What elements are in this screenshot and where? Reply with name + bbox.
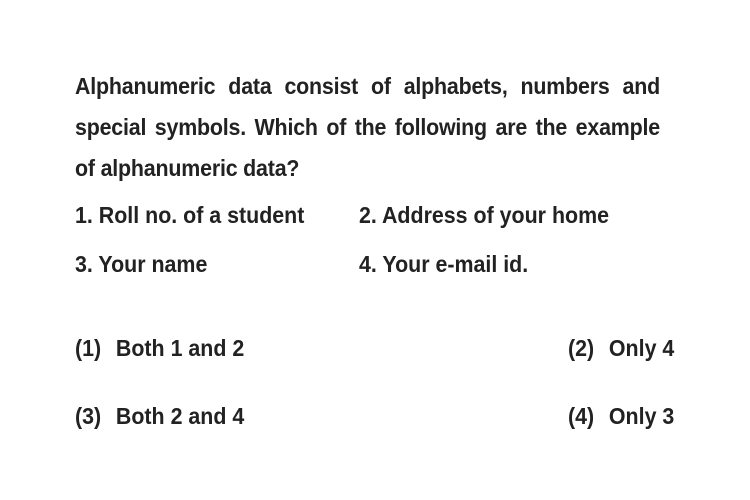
- option-number: (2): [568, 335, 595, 361]
- statement-2: 2. Address of your home: [359, 202, 609, 228]
- option-text: Both 1 and 2: [115, 335, 245, 361]
- option-4[interactable]: [568, 401, 674, 431]
- option-text: Only 4: [608, 335, 675, 361]
- statement-3: 3. Your name: [75, 251, 208, 277]
- option-3[interactable]: [75, 401, 244, 431]
- option-number: (1): [75, 335, 102, 361]
- option-1[interactable]: [75, 333, 244, 363]
- statement-1: 1. Roll no. of a student: [75, 202, 305, 228]
- option-number: (4): [568, 403, 595, 429]
- option-2[interactable]: [568, 333, 674, 363]
- question-text: Alphanumeric data consist of alphabets, numbers and special symbols. Which of the following are the example of alphanumeric data?: [75, 73, 660, 181]
- option-text: Both 2 and 4: [115, 403, 245, 429]
- option-text: Only 3: [608, 403, 675, 429]
- option-number: (3): [75, 403, 102, 429]
- statement-4: 4. Your e-mail id.: [359, 251, 529, 277]
